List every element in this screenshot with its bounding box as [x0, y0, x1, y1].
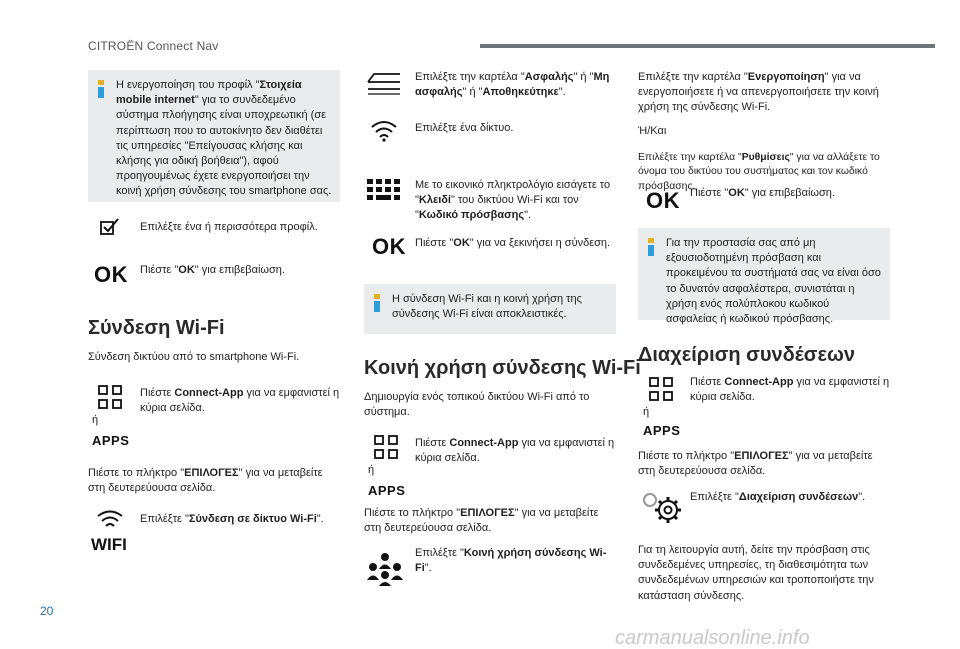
step-confirm: Πιέστε "OK" για επιβεβαίωση.: [690, 187, 835, 199]
step-select-manage: Επιλέξτε "Διαχείριση συνδέσεων".: [690, 491, 866, 503]
watermark: carmanualsonline.info: [615, 627, 810, 649]
connections-gear-icon: [640, 490, 684, 526]
step-settings-tab: Επιλέξτε την καρτέλα "Ρυθμίσεις" για να αλλάξετε το όνομα του δικτύου του συστήματος και τον κωδικό πρόσβασης.: [638, 152, 880, 192]
ok-icon: OK: [94, 262, 128, 287]
step-connect-app: Πιέστε Connect-App για να εμφανιστεί η κύρια σελίδα.: [690, 376, 890, 404]
checkbox-icon: [100, 218, 120, 236]
section-intro-wifi: Σύνδεση δικτύου από το smartphone Wi-Fi.: [88, 351, 300, 363]
connect-app-grid-icon: [373, 434, 399, 460]
step-confirm: Πιέστε "OK" για επιβεβαίωση.: [140, 264, 285, 276]
step-select-sharing: Επιλέξτε "Κοινή χρήση σύνδεσης Wi-Fi".: [415, 547, 607, 575]
or-label: ή: [92, 414, 99, 426]
apps-button-icon: APPS: [368, 483, 406, 498]
info-icon: [372, 294, 382, 312]
wifi-label-icon: WIFI: [91, 535, 127, 554]
info-icon: [96, 80, 106, 98]
page-number: 20: [40, 604, 54, 618]
ok-icon: OK: [372, 234, 406, 259]
ok-icon: OK: [646, 188, 680, 213]
step-select-wifi: Επιλέξτε "Σύνδεση σε δίκτυο Wi-Fi".: [140, 513, 324, 525]
apps-button-icon: APPS: [92, 433, 130, 448]
info-box-exclusive: [364, 284, 616, 334]
step-enter-key: Με το εικονικό πληκτρολόγιο εισάγετε το "Κλειδί" του δικτύου Wi-Fi και τον "Κωδικό πρόσβασης".: [415, 179, 611, 222]
header-title: CITROËN Connect Nav: [88, 39, 219, 53]
step-select-network: Επιλέξτε ένα δίκτυο.: [415, 122, 514, 134]
wifi-network-icon: [370, 120, 398, 142]
step-connect-app: Πιέστε Connect-App για να εμφανιστεί η κύρια σελίδα.: [415, 437, 615, 465]
keyboard-icon: [366, 178, 402, 204]
or-label: ή: [643, 406, 650, 418]
and-or-label: Ή/Και: [638, 125, 667, 137]
section-heading-wifi: Σύνδεση Wi-Fi: [88, 317, 225, 339]
step-options: Πιέστε το πλήκτρο "ΕΠΙΛΟΓΕΣ" για να μεταβείτε στη δευτερεύουσα σελίδα.: [88, 467, 323, 495]
section-outro: Για τη λειτουργία αυτή, δείτε την πρόσβαση στις συνδεδεμένες υπηρεσίες, τη διαθεσιμότητα των συνδεδεμένων υπηρεσιών και τροποποιήστε την κατάσταση σύνδεσης.: [638, 544, 874, 602]
step-activation-tab: Επιλέξτε την καρτέλα "Ενεργοποίηση" για να ενεργοποιήσετε ή να απενεργοποιήσετε την κοινή χρήση της σύνδεσης Wi-Fi.: [638, 71, 879, 114]
step-start-connection: Πιέστε "OK" για να ξεκινήσει η σύνδεση.: [415, 237, 611, 249]
connect-app-grid-icon: [97, 384, 123, 410]
people-sharing-icon: [366, 552, 404, 586]
or-label: ή: [368, 464, 375, 476]
info-text: Η ενεργοποίηση του προφίλ "Στοιχεία mobile internet" για το συνδεδεμένο σύστημα πλοήγησης είναι υποχρεωτική (σε περίπτωση που το αυτοκίνητο δεν διαθέτει τις υπηρεσίες "Επείγουσας κλήσης και κλήσης για οδική βοήθεια"), αφού προηγουμένως έχετε ενεργοποιήσει την κοινή χρήση σύνδεσης του smartphone σας.: [116, 79, 332, 198]
apps-button-icon: APPS: [643, 423, 681, 438]
section-intro-wifi-sharing: Δημιουργία ενός τοπικού δικτύου Wi-Fi από το σύστημα.: [364, 391, 590, 419]
step-select-profile: Επιλέξτε ένα ή περισσότερα προφίλ.: [140, 221, 318, 233]
step-options: Πιέστε το πλήκτρο "ΕΠΙΛΟΓΕΣ" για να μεταβείτε στη δευτερεύουσα σελίδα.: [364, 507, 599, 535]
step-connect-app: Πιέστε Connect-App για να εμφανιστεί η κύρια σελίδα.: [140, 387, 340, 415]
header-bar: [480, 44, 935, 48]
info-text: Η σύνδεση Wi-Fi και η κοινή χρήση της σύνδεσης Wi-Fi είναι αποκλειστικές.: [392, 293, 582, 321]
info-text: Για την προστασία σας από μη εξουσιοδοτημένη πρόσβαση και προκειμένου τα συστήματά σας να είναι όσο το δυνατόν ασφαλέστερα, συνιστάται η χρήση ενός πολύπλοκου κωδικού ασφαλείας ή κωδικού πρόσβασης.: [666, 237, 881, 325]
step-options: Πιέστε το πλήκτρο "ΕΠΙΛΟΓΕΣ" για να μεταβείτε στη δευτερεύουσα σελίδα.: [638, 450, 873, 478]
info-box-security: [638, 228, 890, 325]
section-heading-manage-connections: Διαχείριση συνδέσεων: [638, 344, 855, 366]
info-box-mobile-internet: [88, 70, 340, 202]
connect-app-grid-icon: [648, 376, 674, 402]
section-heading-wifi-sharing: Κοινή χρήση σύνδεσης Wi-Fi: [364, 357, 641, 379]
tabs-icon: [366, 72, 402, 96]
step-select-tab: Επιλέξτε την καρτέλα "Ασφαλής" ή "Μη ασφαλής" ή "Αποθηκεύτηκε".: [415, 71, 610, 99]
wifi-icon: [96, 510, 124, 530]
info-icon: [646, 238, 656, 256]
